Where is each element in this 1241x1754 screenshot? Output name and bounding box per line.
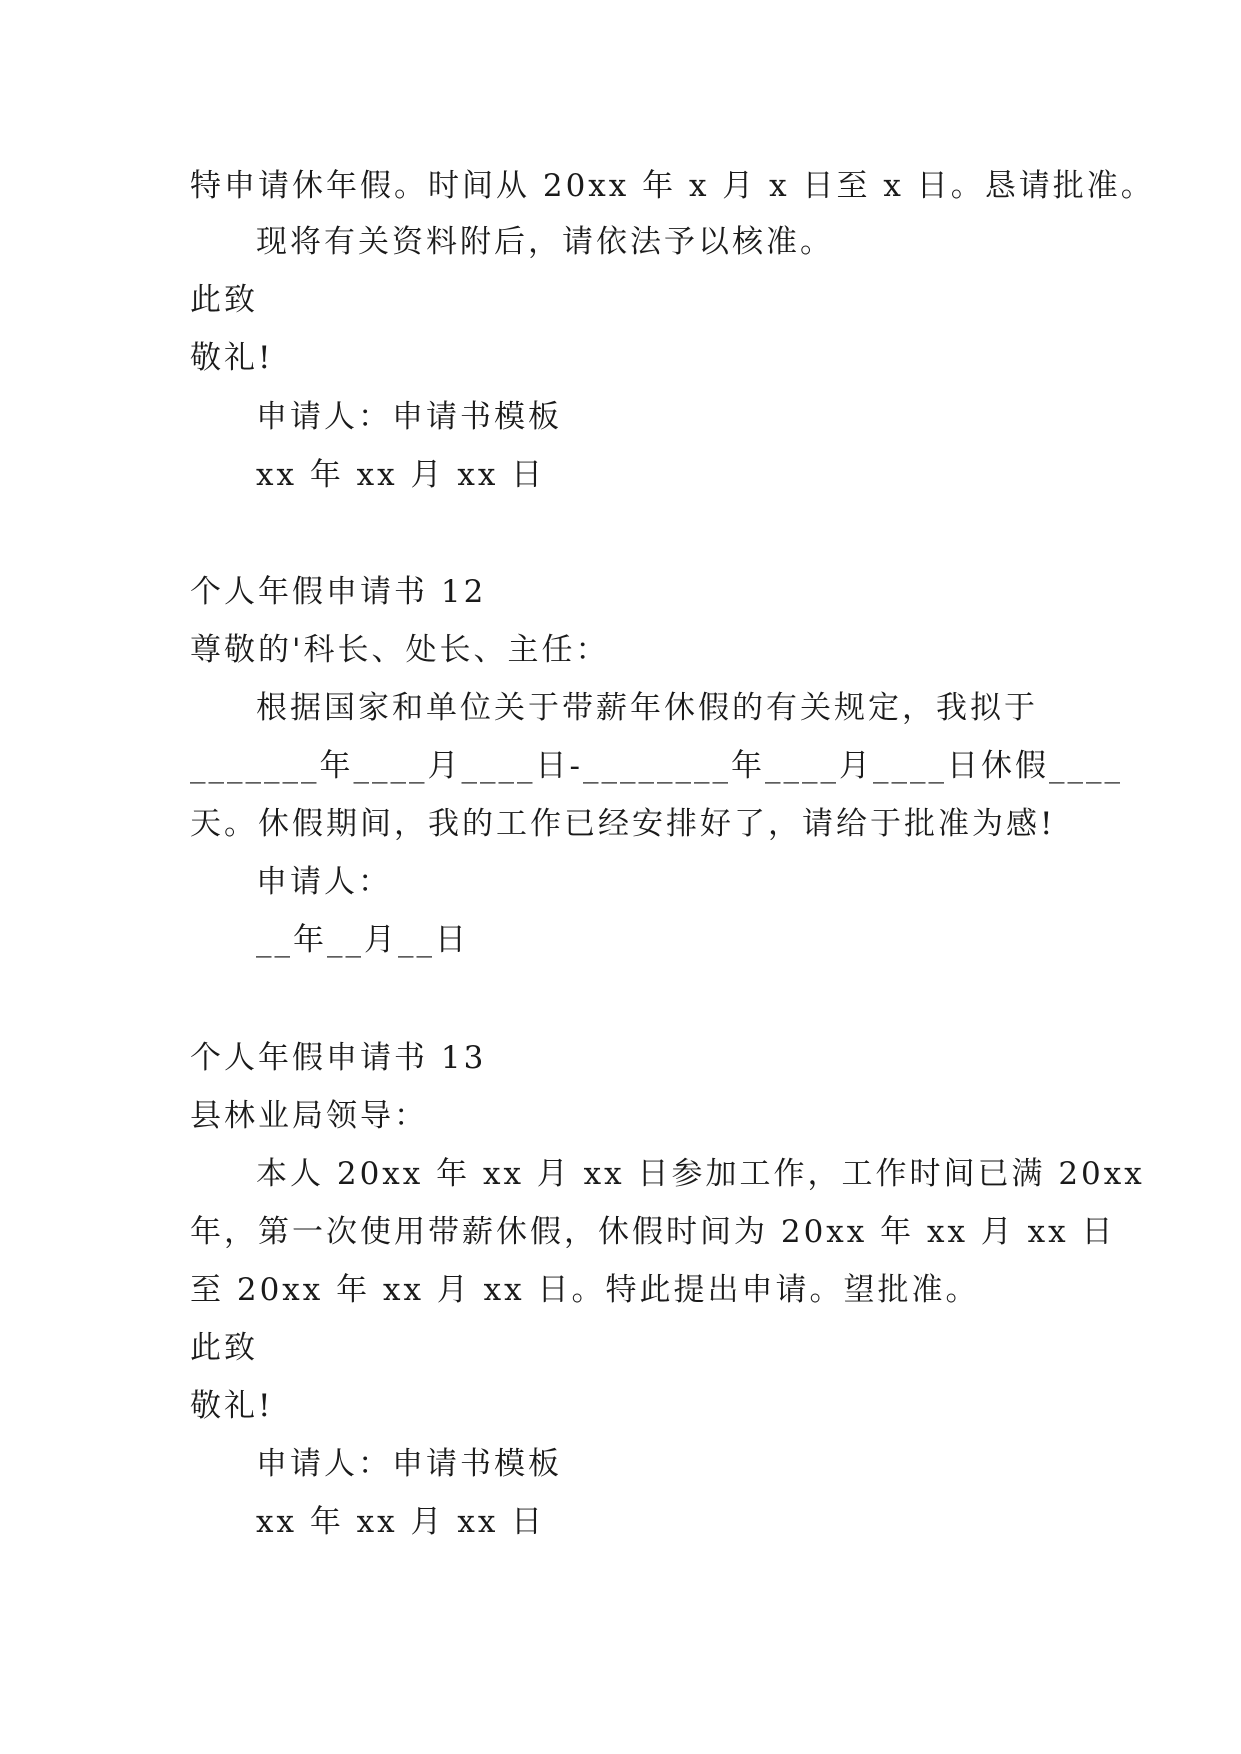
body-text-line: 年，第一次使用带薪休假，休假时间为 20xx 年 xx 月 xx 日 — [190, 1214, 1116, 1250]
applicant-line: 申请人：申请书模板 — [256, 1446, 562, 1482]
applicant-line: 申请人： — [256, 864, 392, 900]
applicant-line: 申请人：申请书模板 — [256, 399, 562, 435]
section-heading: 个人年假申请书 13 — [190, 1040, 487, 1076]
addressee-line: 县林业局领导： — [190, 1098, 428, 1134]
body-text-line: 根据国家和单位关于带薪年休假的有关规定，我拟于 — [256, 690, 1038, 726]
section-heading: 个人年假申请书 12 — [190, 574, 487, 610]
addressee-line: 尊敬的'科长、处长、主任： — [190, 632, 610, 668]
closing-line: 敬礼! — [190, 340, 274, 376]
date-line: xx 年 xx 月 xx 日 — [256, 457, 546, 493]
body-text-line: 至 20xx 年 xx 月 xx 日。特此提出申请。望批准。 — [190, 1272, 980, 1308]
body-text-line: 天。休假期间，我的工作已经安排好了，请给于批准为感! — [190, 806, 1056, 842]
salutation-line: 此致 — [190, 282, 258, 318]
date-line: __年__月__日 — [256, 922, 469, 958]
body-text-line: 本人 20xx 年 xx 月 xx 日参加工作，工作时间已满 20xx — [256, 1156, 1145, 1192]
body-text-line: _______年____月____日-________年____月____日休假____ — [190, 748, 1123, 784]
body-text-line: 特申请休年假。时间从 20xx 年 x 月 x 日至 x 日。恳请批准。 — [190, 168, 1155, 204]
date-line: xx 年 xx 月 xx 日 — [256, 1504, 546, 1540]
body-text-line: 现将有关资料附后，请依法予以核准。 — [256, 224, 834, 260]
salutation-line: 此致 — [190, 1330, 258, 1366]
closing-line: 敬礼! — [190, 1388, 274, 1424]
